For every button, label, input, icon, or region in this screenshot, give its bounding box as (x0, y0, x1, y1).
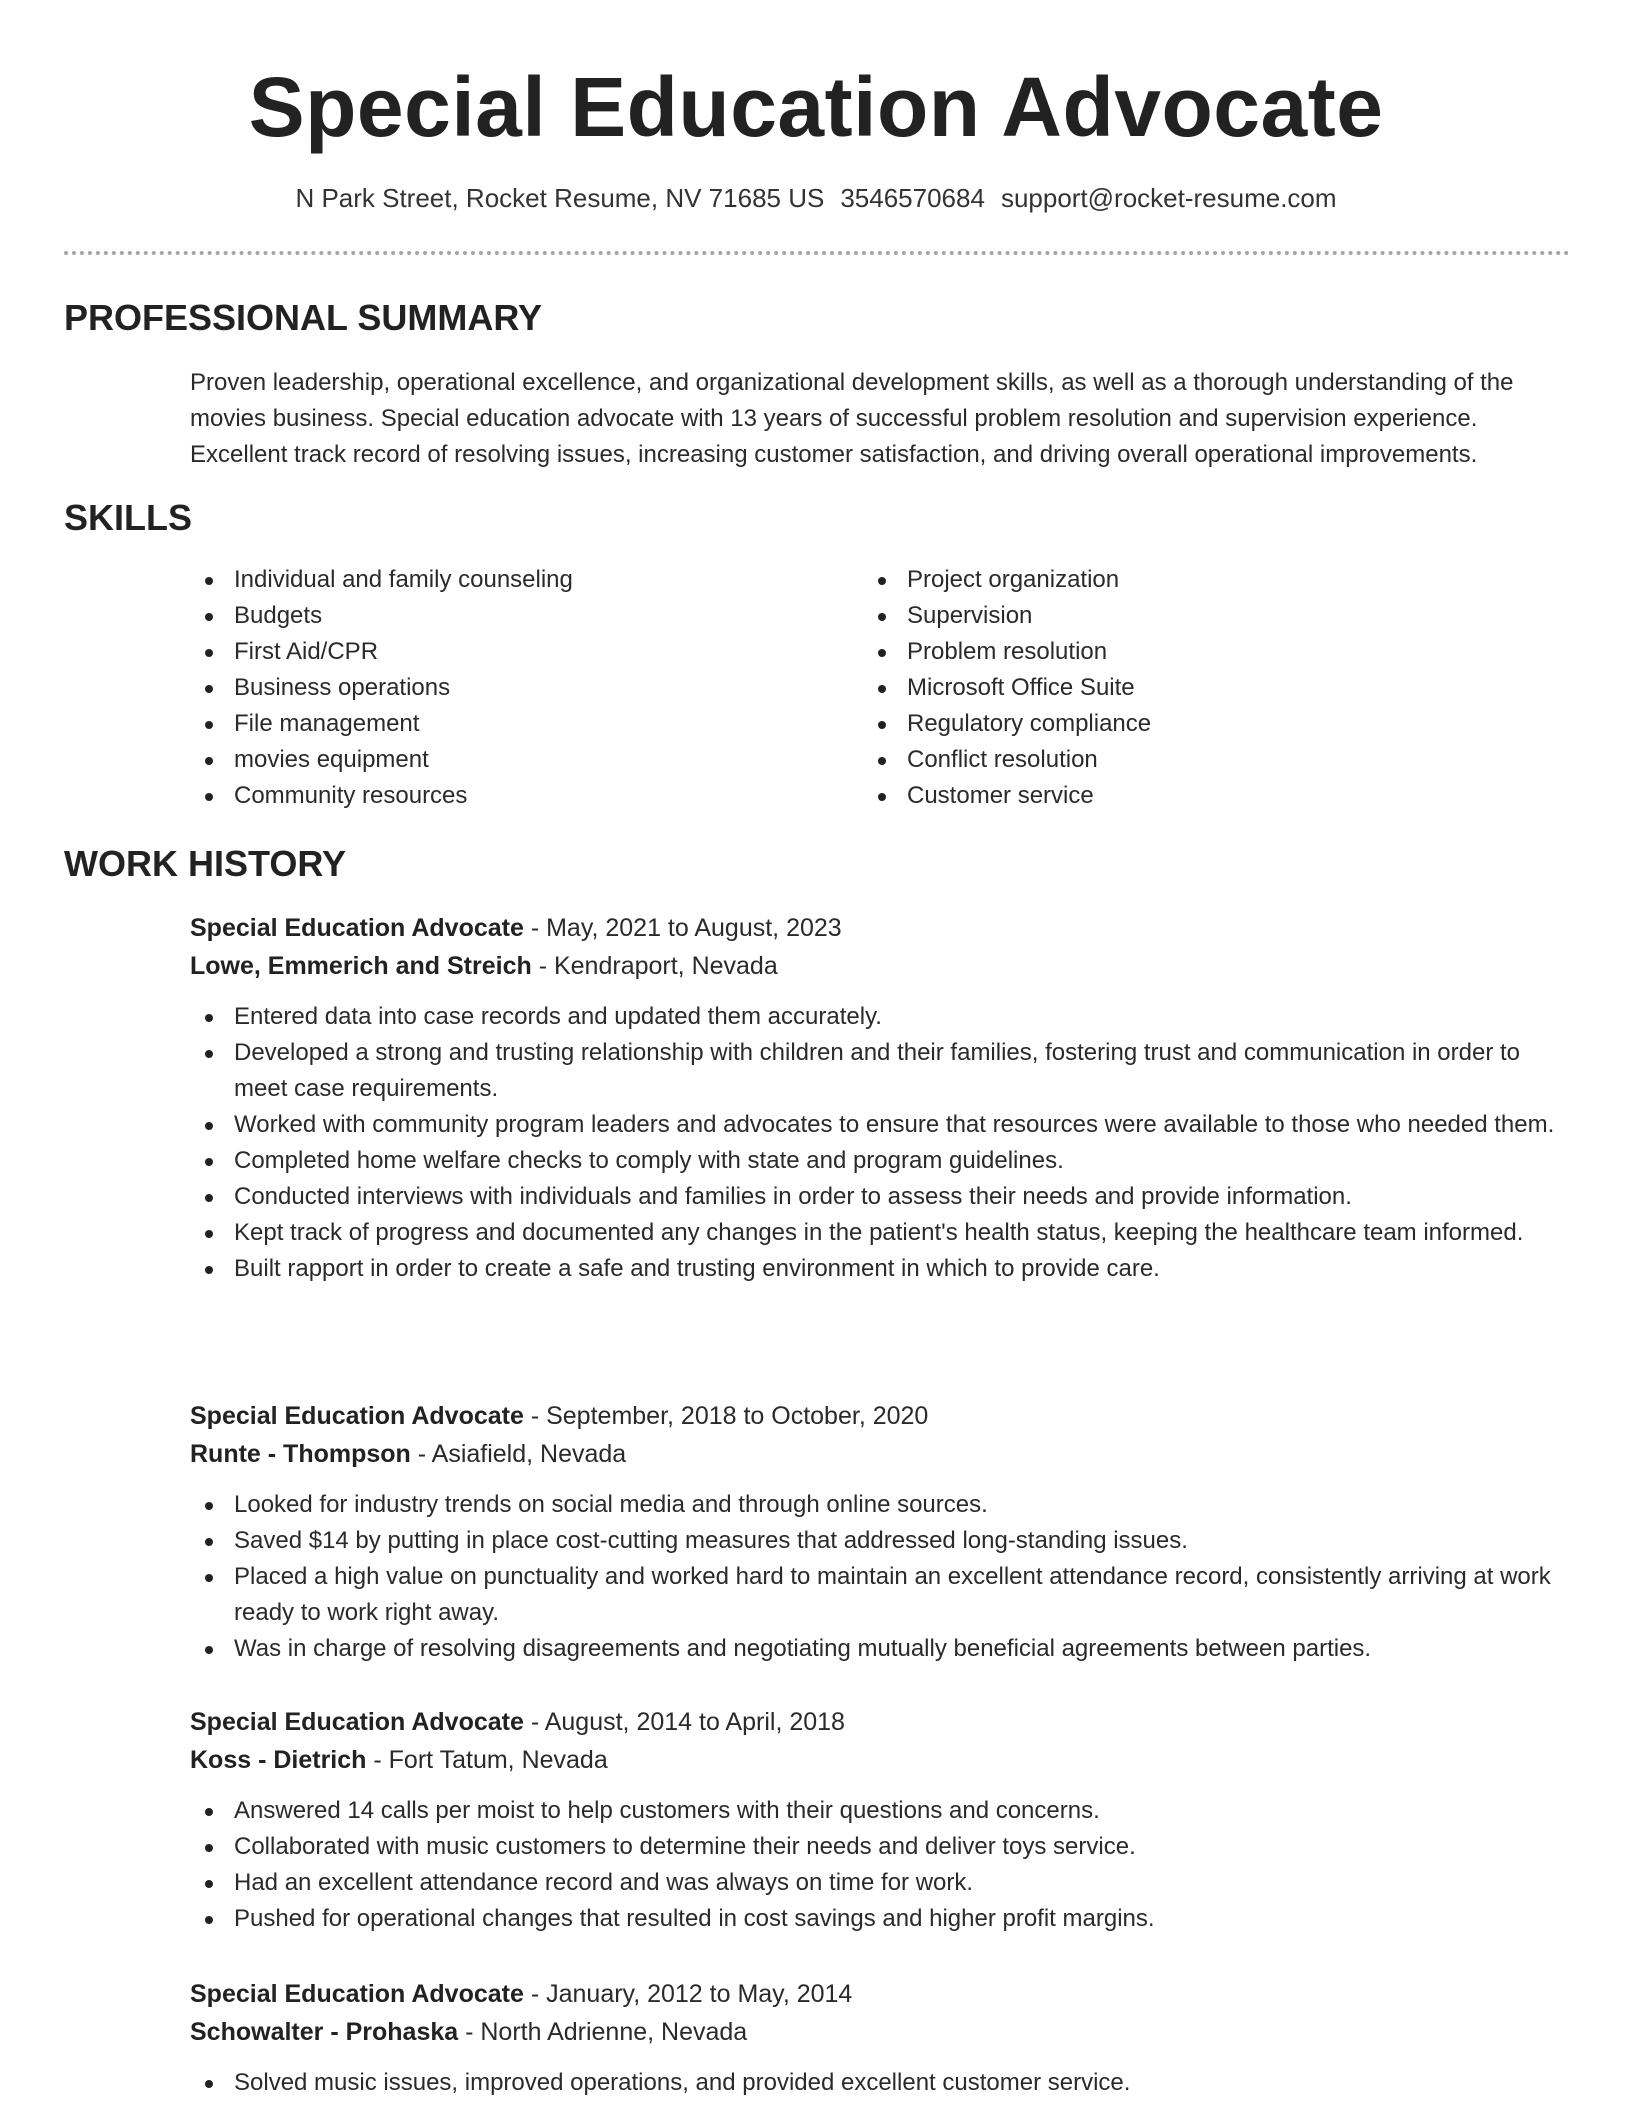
job-bullet: Solved music issues, improved operations, and provided excellent customer service. (190, 2065, 1570, 2101)
contact-address: N Park Street, Rocket Resume, NV 71685 US (295, 183, 825, 213)
job-company-line (190, 1741, 1570, 1779)
job-role: Special Education Advocate (190, 914, 524, 942)
skills-list-left (190, 562, 830, 814)
skill-item: File management (190, 706, 830, 742)
section-title-skills: SKILLS (64, 497, 193, 538)
job-entry (190, 1397, 1570, 1667)
skill-item: Regulatory compliance (863, 706, 1503, 742)
skill-item: First Aid/CPR (190, 634, 830, 670)
job-role: Special Education Advocate (190, 1402, 524, 1430)
job-company-line (190, 947, 1570, 985)
job-entry (190, 909, 1570, 1287)
skill-item: Problem resolution (863, 634, 1503, 670)
contact-email[interactable]: support@rocket-resume.com (1000, 183, 1337, 213)
job-title-line (190, 1397, 1570, 1435)
header-divider (64, 251, 1570, 255)
skill-item: Conflict resolution (863, 742, 1503, 778)
job-bullet: Collaborated with music customers to determine their needs and deliver toys service. (190, 1829, 1570, 1865)
skill-item: Supervision (863, 598, 1503, 634)
job-role: Special Education Advocate (190, 1980, 524, 2008)
section-title-work-history: WORK HISTORY (64, 843, 347, 884)
section-title-summary: PROFESSIONAL SUMMARY (64, 297, 543, 338)
resume-name-heading: Special Education Advocate (248, 60, 1384, 154)
job-bullet: Conducted interviews with individuals and families in order to assess their needs and provide information. (190, 1179, 1570, 1215)
job-bullets (190, 999, 1570, 1287)
job-entry (190, 1703, 1570, 1937)
job-dates: - May, 2021 to August, 2023 (523, 914, 842, 942)
skill-item: Individual and family counseling (190, 562, 830, 598)
job-bullet: Placed a high value on punctuality and worked hard to maintain an excellent attendance record, consistently arriving at work ready to work right away. (190, 1559, 1570, 1631)
job-company: Koss - Dietrich (190, 1746, 367, 1774)
job-location: - North Adrienne, Nevada (458, 2018, 748, 2046)
job-dates: - January, 2012 to May, 2014 (523, 1980, 853, 2008)
skill-item: Project organization (863, 562, 1503, 598)
job-bullets (190, 1487, 1570, 1667)
job-bullet: Built rapport in order to create a safe and trusting environment in which to provide care. (190, 1251, 1570, 1287)
job-title-line (190, 1703, 1570, 1741)
skills-list-right (863, 562, 1503, 814)
job-bullet: Worked with community program leaders and advocates to ensure that resources were available to those who needed them. (190, 1107, 1570, 1143)
job-title-line (190, 909, 1570, 947)
job-location: - Asiafield, Nevada (410, 1440, 627, 1468)
job-location: - Fort Tatum, Nevada (366, 1746, 608, 1774)
skill-item: movies equipment (190, 742, 830, 778)
job-dates: - September, 2018 to October, 2020 (523, 1402, 929, 1430)
job-company: Runte - Thompson (190, 1440, 411, 1468)
job-bullet: Developed a strong and trusting relationship with children and their families, fostering trust and communication in order to meet case requirements. (190, 1035, 1570, 1107)
job-bullet: Completed home welfare checks to comply with state and program guidelines. (190, 1143, 1570, 1179)
skill-item: Business operations (190, 670, 830, 706)
job-bullet: Entered data into case records and updated them accurately. (190, 999, 1570, 1035)
job-bullet: Looked for industry trends on social media and through online sources. (190, 1487, 1570, 1523)
contact-line (0, 178, 1632, 218)
job-bullet: Kept track of progress and documented any changes in the patient's health status, keeping the healthcare team informed. (190, 1215, 1570, 1251)
job-entry (190, 1975, 1570, 2101)
job-company: Schowalter - Prohaska (190, 2018, 459, 2046)
job-company-line (190, 2013, 1570, 2051)
skill-item: Customer service (863, 778, 1503, 814)
job-bullets (190, 1793, 1570, 1937)
job-role: Special Education Advocate (190, 1708, 524, 1736)
job-company: Lowe, Emmerich and Streich (190, 952, 532, 980)
summary-text: Proven leadership, operational excellence, and organizational development skills, as well as a thorough understanding of the movies business. Special education advocate with 13 years of successful problem resolution and supervision experience. Excellent track record of resolving issues, increasing customer satisfaction, and driving overall operational improvements. (190, 369, 1514, 468)
job-bullet: Had an excellent attendance record and was always on time for work. (190, 1865, 1570, 1901)
skill-item: Community resources (190, 778, 830, 814)
contact-phone[interactable]: 3546570684 (840, 183, 985, 213)
job-bullet: Answered 14 calls per moist to help customers with their questions and concerns. (190, 1793, 1570, 1829)
job-bullets (190, 2065, 1570, 2101)
job-location: - Kendraport, Nevada (531, 952, 778, 980)
job-company-line (190, 1435, 1570, 1473)
skill-item: Microsoft Office Suite (863, 670, 1503, 706)
job-title-line (190, 1975, 1570, 2013)
job-bullet: Pushed for operational changes that resulted in cost savings and higher profit margins. (190, 1901, 1570, 1937)
job-bullet: Was in charge of resolving disagreements and negotiating mutually beneficial agreements between parties. (190, 1631, 1570, 1667)
job-dates: - August, 2014 to April, 2018 (523, 1708, 845, 1736)
skill-item: Budgets (190, 598, 830, 634)
job-bullet: Saved $14 by putting in place cost-cutting measures that addressed long-standing issues. (190, 1523, 1570, 1559)
